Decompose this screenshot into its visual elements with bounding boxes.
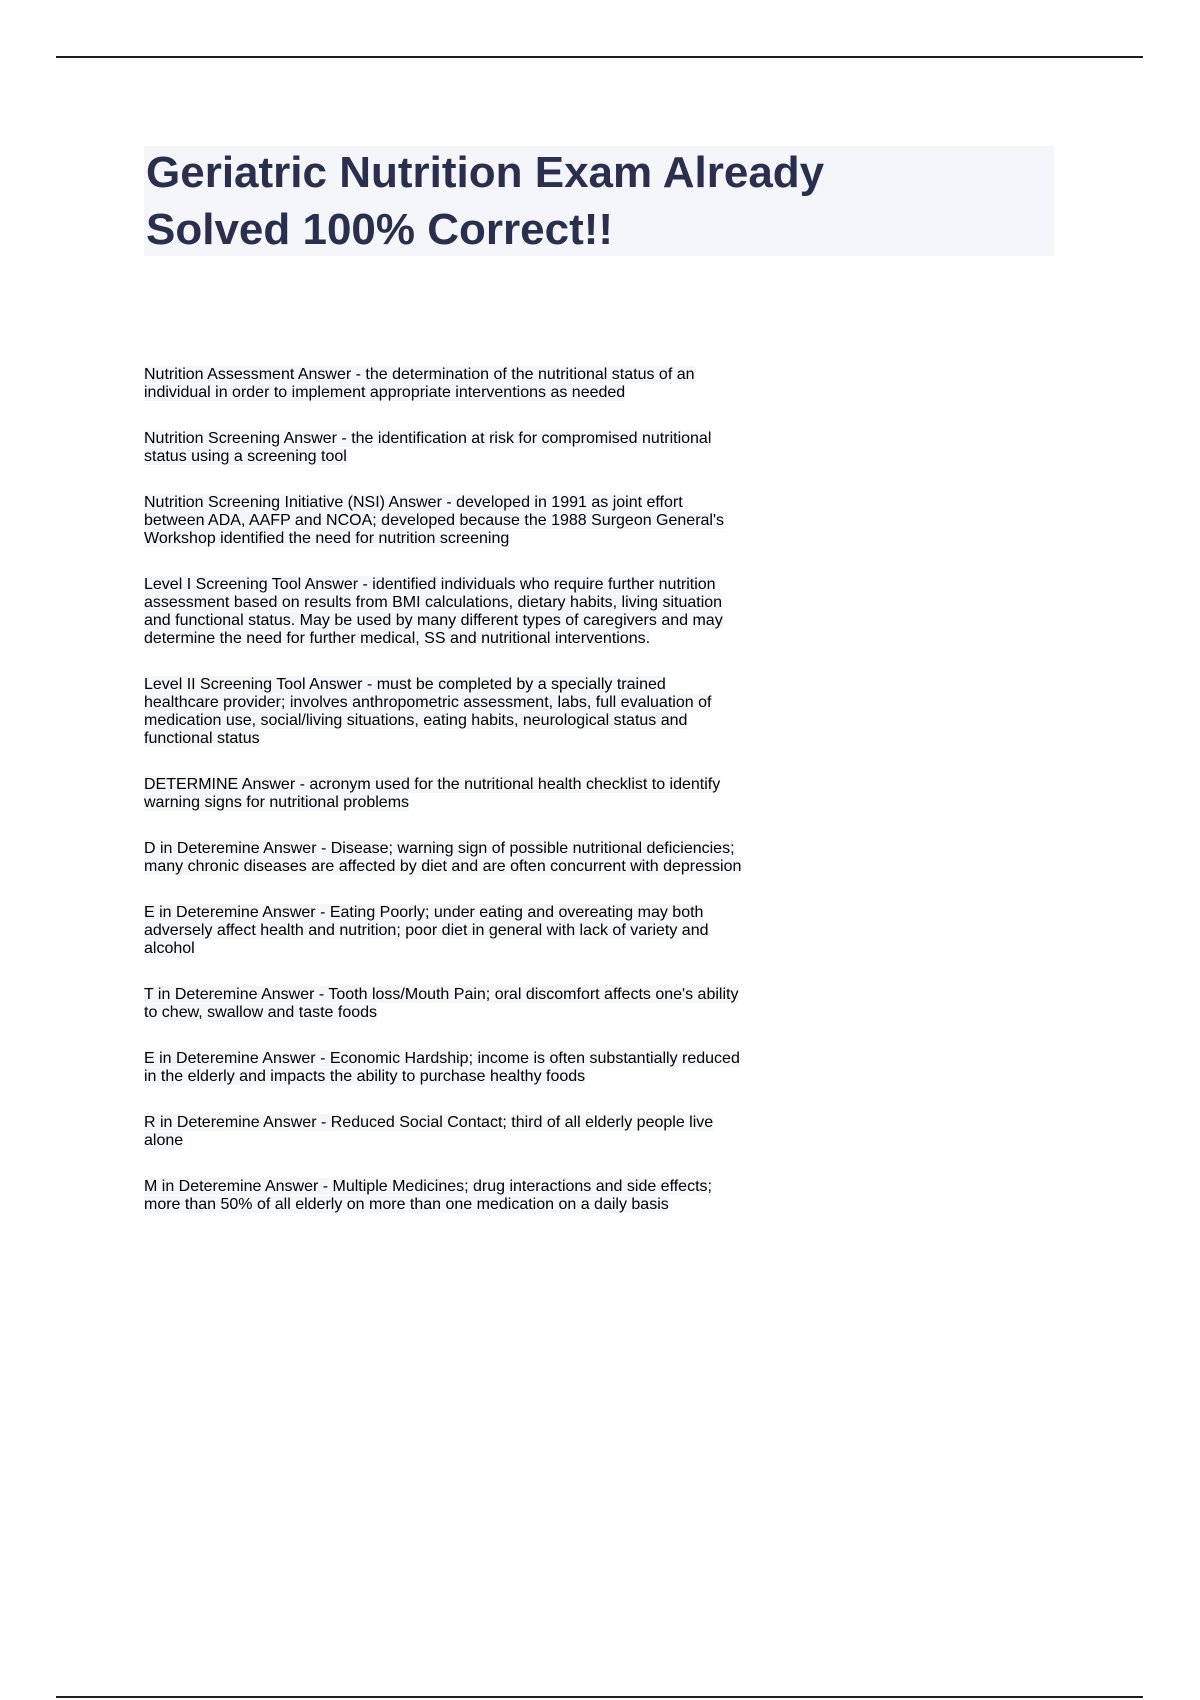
qa-line (144, 676, 1064, 694)
qa-line-text: adversely affect health and nutrition; poor diet in general with lack of variety and (144, 922, 709, 939)
qa-line-text: many chronic diseases are affected by diet and are often concurrent with depression (144, 858, 742, 875)
qa-line-text: assessment based on results from BMI calculations, dietary habits, living situation (144, 594, 723, 611)
qa-line (144, 494, 1064, 512)
qa-line (144, 1068, 1064, 1086)
qa-line (144, 840, 1064, 858)
qa-item (144, 904, 1064, 958)
qa-line-text: between ADA, AAFP and NCOA; developed because the 1988 Surgeon General's (144, 512, 725, 529)
qa-line (144, 858, 1064, 876)
qa-line (144, 594, 1064, 612)
qa-item (144, 986, 1064, 1022)
qa-line (144, 730, 1064, 748)
qa-line-text: R in Deteremine Answer - Reduced Social Contact; third of all elderly people live (144, 1114, 714, 1131)
qa-line-text: warning signs for nutritional problems (144, 794, 410, 811)
qa-line (144, 1196, 1064, 1214)
qa-item (144, 366, 1064, 402)
qa-line-text: DETERMINE Answer - acronym used for the nutritional health checklist to identify (144, 776, 721, 793)
qa-line (144, 1114, 1064, 1132)
qa-line-text: to chew, swallow and taste foods (144, 1004, 378, 1021)
qa-line (144, 904, 1064, 922)
qa-line-text: Nutrition Screening Answer - the identification at risk for compromised nutritional (144, 430, 712, 447)
qa-line-text: functional status (144, 730, 260, 747)
qa-line-text: Level I Screening Tool Answer - identified individuals who require further nutrition (144, 576, 716, 593)
qa-item (144, 430, 1064, 466)
qa-line (144, 630, 1064, 648)
title-block (144, 146, 1054, 256)
qa-line-text: Nutrition Screening Initiative (NSI) Answer - developed in 1991 as joint effort (144, 494, 683, 511)
qa-item (144, 1050, 1064, 1086)
qa-line-text: Nutrition Assessment Answer - the determination of the nutritional status of an (144, 366, 695, 383)
qa-line-text: individual in order to implement appropriate interventions as needed (144, 384, 626, 401)
document-title: Geriatric Nutrition Exam Already Solved 100% Correct!! (146, 148, 825, 254)
qa-line (144, 576, 1064, 594)
qa-line-text: medication use, social/living situations, eating habits, neurological status and (144, 712, 688, 729)
qa-line (144, 712, 1064, 730)
qa-line-text: Workshop identified the need for nutrition screening (144, 530, 510, 547)
qa-line-text: E in Deteremine Answer - Eating Poorly; under eating and overeating may both (144, 904, 704, 921)
qa-line-text: in the elderly and impacts the ability to purchase healthy foods (144, 1068, 586, 1085)
qa-line-text: T in Deteremine Answer - Tooth loss/Mouth Pain; oral discomfort affects one's ability (144, 986, 739, 1003)
qa-line (144, 1004, 1064, 1022)
qa-line-text: alcohol (144, 940, 195, 957)
qa-line-text: M in Deteremine Answer - Multiple Medicines; drug interactions and side effects; (144, 1178, 712, 1195)
qa-line (144, 1178, 1064, 1196)
qa-line (144, 940, 1064, 958)
qa-item (144, 676, 1064, 748)
qa-line (144, 612, 1064, 630)
qa-line (144, 694, 1064, 712)
qa-item (144, 1114, 1064, 1150)
qa-line-text: D in Deteremine Answer - Disease; warning sign of possible nutritional deficiencies; (144, 840, 735, 857)
qa-item (144, 776, 1064, 812)
qa-item (144, 576, 1064, 648)
qa-line-text: alone (144, 1132, 184, 1149)
bottom-rule (56, 1696, 1143, 1698)
qa-line-text: status using a screening tool (144, 448, 347, 465)
qa-line (144, 366, 1064, 384)
qa-line (144, 448, 1064, 466)
qa-list (144, 366, 1064, 1242)
qa-line-text: more than 50% of all elderly on more than one medication on a daily basis (144, 1196, 669, 1213)
qa-line (144, 1132, 1064, 1150)
qa-item (144, 840, 1064, 876)
qa-item (144, 1178, 1064, 1214)
qa-line (144, 776, 1064, 794)
qa-line (144, 530, 1064, 548)
qa-line (144, 986, 1064, 1004)
top-rule (56, 56, 1143, 58)
qa-line-text: Level II Screening Tool Answer - must be completed by a specially trained (144, 676, 666, 693)
qa-line (144, 384, 1064, 402)
qa-line (144, 512, 1064, 530)
qa-line (144, 794, 1064, 812)
qa-line-text: healthcare provider; involves anthropometric assessment, labs, full evaluation of (144, 694, 712, 711)
qa-line-text: E in Deteremine Answer - Economic Hardship; income is often substantially reduced (144, 1050, 740, 1067)
qa-line-text: and functional status. May be used by many different types of caregivers and may (144, 612, 723, 629)
qa-item (144, 494, 1064, 548)
qa-line-text: determine the need for further medical, SS and nutritional interventions. (144, 630, 651, 647)
qa-line (144, 430, 1064, 448)
qa-line (144, 922, 1064, 940)
qa-line (144, 1050, 1064, 1068)
